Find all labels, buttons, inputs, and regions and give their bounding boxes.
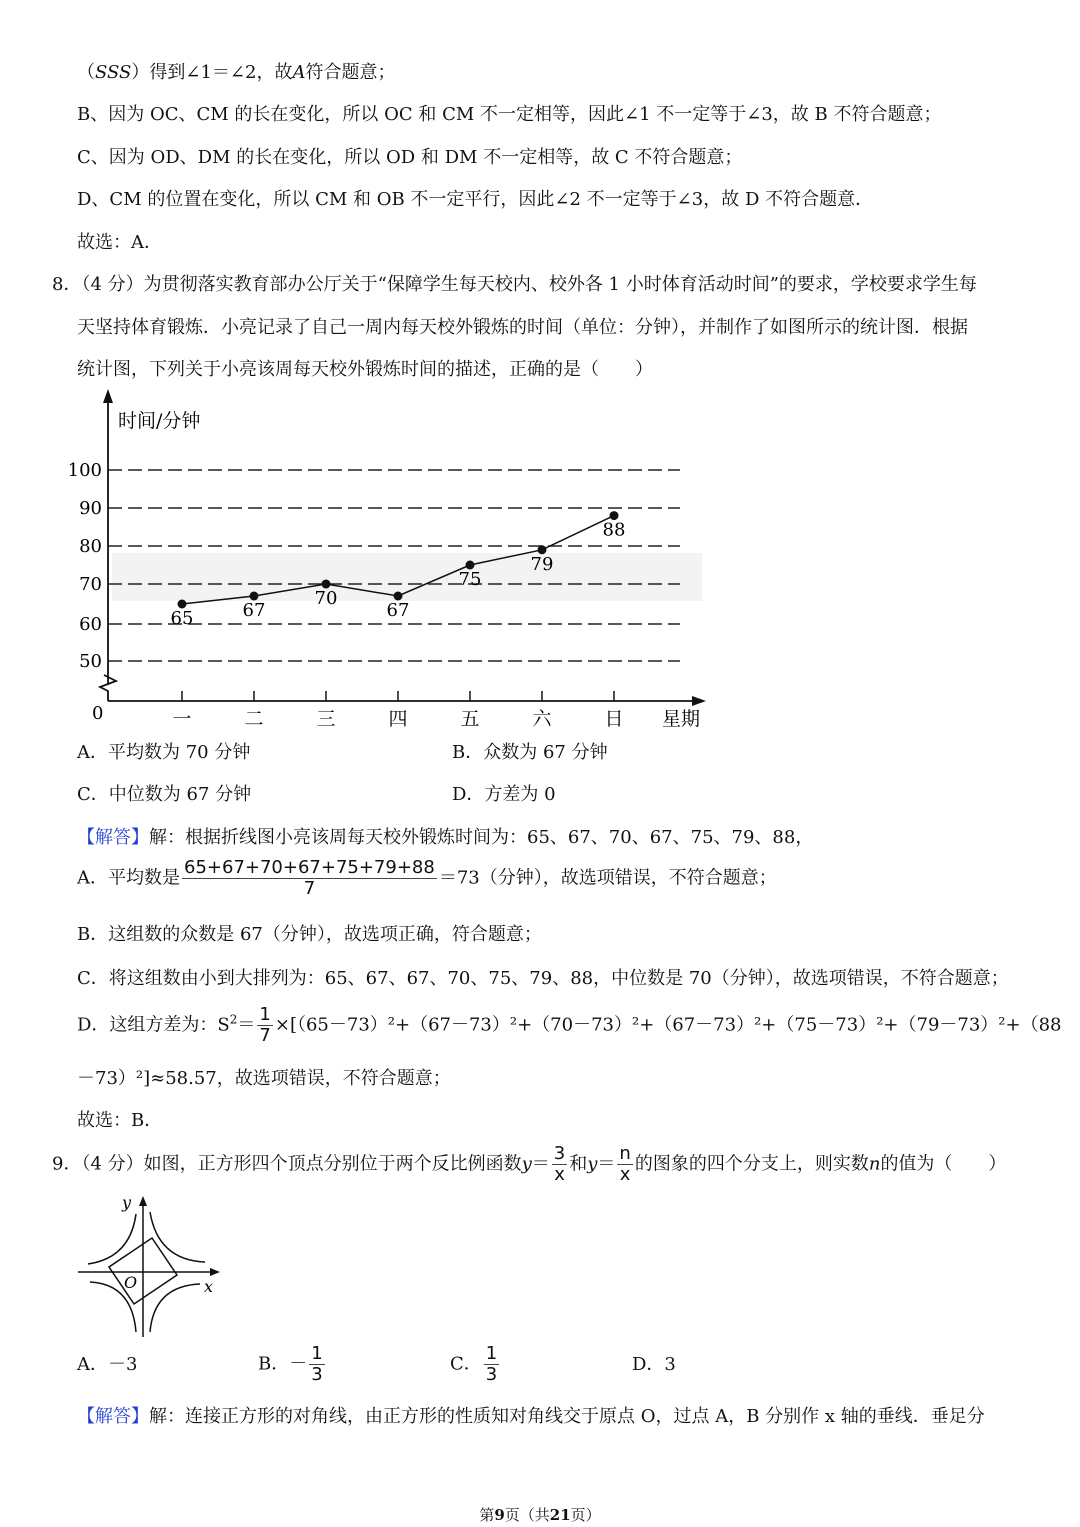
q9-stem: 9．（4 分）如图，正方形四个顶点分别位于两个反比例函数y＝ $\frac{3}{x}$ 和y＝ $\frac{n}{x}$ 的图象的四个分支上，则实数n的值为（ ） bbox=[52, 1143, 1007, 1185]
x-tick-label-3: 四 bbox=[388, 708, 408, 730]
y-tick-label-100: 100 bbox=[67, 460, 102, 481]
x-tick-label-2: 三 bbox=[316, 708, 336, 730]
data-label-2: 70 bbox=[314, 588, 338, 609]
x-tick-label-6: 日 bbox=[604, 708, 624, 730]
y-tick-label-60: 60 bbox=[79, 614, 102, 635]
q8-answer-a: A．平均数是 $\frac{65+67+70+67+75+79+88}{7}$ ＝73（分钟），故选项错误，不符合题意； bbox=[77, 857, 777, 899]
data-label-5: 79 bbox=[530, 553, 554, 575]
q8-answer-b: B．这组数的众数是 67（分钟），故选项正确，符合题意； bbox=[77, 924, 542, 945]
x-axis-arrow bbox=[692, 696, 706, 706]
answer-tag-q9: 【解答】 bbox=[77, 1406, 149, 1427]
page-footer: 第9页（共21页） bbox=[479, 1506, 601, 1524]
x-tick-label-5: 六 bbox=[532, 708, 552, 730]
q8-option-d: D．方差为 0 bbox=[452, 784, 556, 805]
q9-option-a: A．－3 bbox=[77, 1354, 138, 1375]
figure-x-label: x bbox=[204, 1277, 214, 1296]
y-axis-arrow bbox=[103, 389, 113, 403]
y-tick-label-80: 80 bbox=[79, 536, 102, 557]
q8-option-a: A．平均数为 70 分钟 bbox=[77, 742, 251, 763]
q8-option-c: C．中位数为 67 分钟 bbox=[77, 784, 252, 805]
hyperbola-square-figure bbox=[70, 1192, 230, 1342]
q9-answer-line-1: 【解答】解：连接正方形的对角线，由正方形的性质知对角线交于原点 O，过点 A，B 分别作 x 轴的垂线．垂足分 bbox=[77, 1406, 985, 1427]
option-b-fraction: $\frac{1}{3}$ bbox=[311, 1343, 323, 1385]
origin-label: 0 bbox=[92, 703, 104, 724]
figure-y-label: y bbox=[122, 1193, 132, 1212]
mean-fraction: $\frac{65+67+70+67+75+79+88}{7}$ bbox=[184, 857, 435, 899]
y-tick-label-50: 50 bbox=[79, 651, 102, 672]
line-chart bbox=[0, 385, 720, 735]
figure-origin-label: O bbox=[124, 1273, 138, 1292]
q8-answer-d-2: －73）²]≈58.57，故选项错误，不符合题意； bbox=[77, 1068, 451, 1089]
text-line-1: （SSS）得到∠1＝∠2，故A符合题意； bbox=[77, 62, 396, 83]
y-tick-label-90: 90 bbox=[79, 498, 102, 519]
data-label-6: 88 bbox=[602, 519, 626, 541]
answer-tag: 【解答】 bbox=[77, 827, 149, 848]
y-tick-label-70: 70 bbox=[79, 574, 102, 595]
data-label-3: 67 bbox=[386, 600, 410, 621]
text-line-3: C、因为 OD、DM 的长在变化，所以 OD 和 DM 不一定相等，故 C 不符合题意； bbox=[77, 147, 743, 168]
text-line-2: B、因为 OC、CM 的长在变化，所以 OC 和 CM 不一定相等，因此∠1 不一定等于∠3，故 B 不符合题意； bbox=[77, 104, 942, 125]
y-axis-title: 时间/分钟 bbox=[118, 410, 201, 432]
q9-option-d: D．3 bbox=[632, 1354, 676, 1375]
q8-stem-2: 天坚持体育锻炼．小亮记录了自己一周内每天校外锻炼的时间（单位：分钟），并制作了如图所示的统计图．根据 bbox=[77, 317, 968, 338]
q8-option-b: B．众数为 67 分钟 bbox=[452, 742, 608, 763]
fraction-3-over-x: $\frac{3}{x}$ bbox=[553, 1143, 566, 1185]
text-line-5: 故选：A． bbox=[77, 232, 162, 253]
q9-option-b: B．－ $\frac{1}{3}$ bbox=[258, 1343, 323, 1385]
variance-fraction: $\frac{1}{7}$ bbox=[259, 1004, 271, 1046]
q8-stem-3: 统计图，下列关于小亮该周每天校外锻炼时间的描述，正确的是（ ） bbox=[77, 359, 653, 380]
data-label-4: 75 bbox=[458, 569, 482, 590]
q9-option-c: C． $\frac{1}{3}$ bbox=[450, 1343, 498, 1385]
q8-answer-end: 故选：B． bbox=[77, 1110, 163, 1131]
x-axis-title: 星期 bbox=[662, 708, 701, 730]
fraction-n-over-x: $\frac{n}{x}$ bbox=[619, 1143, 631, 1185]
x-tick-label-1: 二 bbox=[244, 708, 264, 730]
q8-answer-d: D．这组方差为：$S^2=$ $\frac{1}{7}$ ×[（65－73）²+（67－73）²+（70－73）²+（67－73）²+（75－73）²+（79－73）²+（88 bbox=[77, 1004, 1062, 1046]
q8-answer-line-1: 【解答】解：根据折线图小亮该周每天校外锻炼时间为：65、67、70、67、75、79、88， bbox=[77, 827, 814, 848]
q8-stem-1: 8．（4 分）为贯彻落实教育部办公厅关于“保障学生每天校内、校外各 1 小时体育活动时间”的要求，学校要求学生每 bbox=[52, 274, 977, 295]
x-tick-label-0: 一 bbox=[172, 708, 192, 730]
text-line-4: D、CM 的位置在变化，所以 CM 和 OB 不一定平行，因此∠2 不一定等于∠3，故 D 不符合题意． bbox=[77, 189, 874, 210]
data-label-1: 67 bbox=[242, 600, 266, 621]
x-tick-label-4: 五 bbox=[460, 708, 480, 730]
q8-answer-c: C．将这组数由小到大排列为：65、67、67、70、75、79、88，中位数是 70（分钟），故选项错误，不符合题意； bbox=[77, 968, 1009, 989]
option-c-fraction: $\frac{1}{3}$ bbox=[485, 1343, 498, 1385]
data-label-0: 65 bbox=[170, 608, 194, 629]
